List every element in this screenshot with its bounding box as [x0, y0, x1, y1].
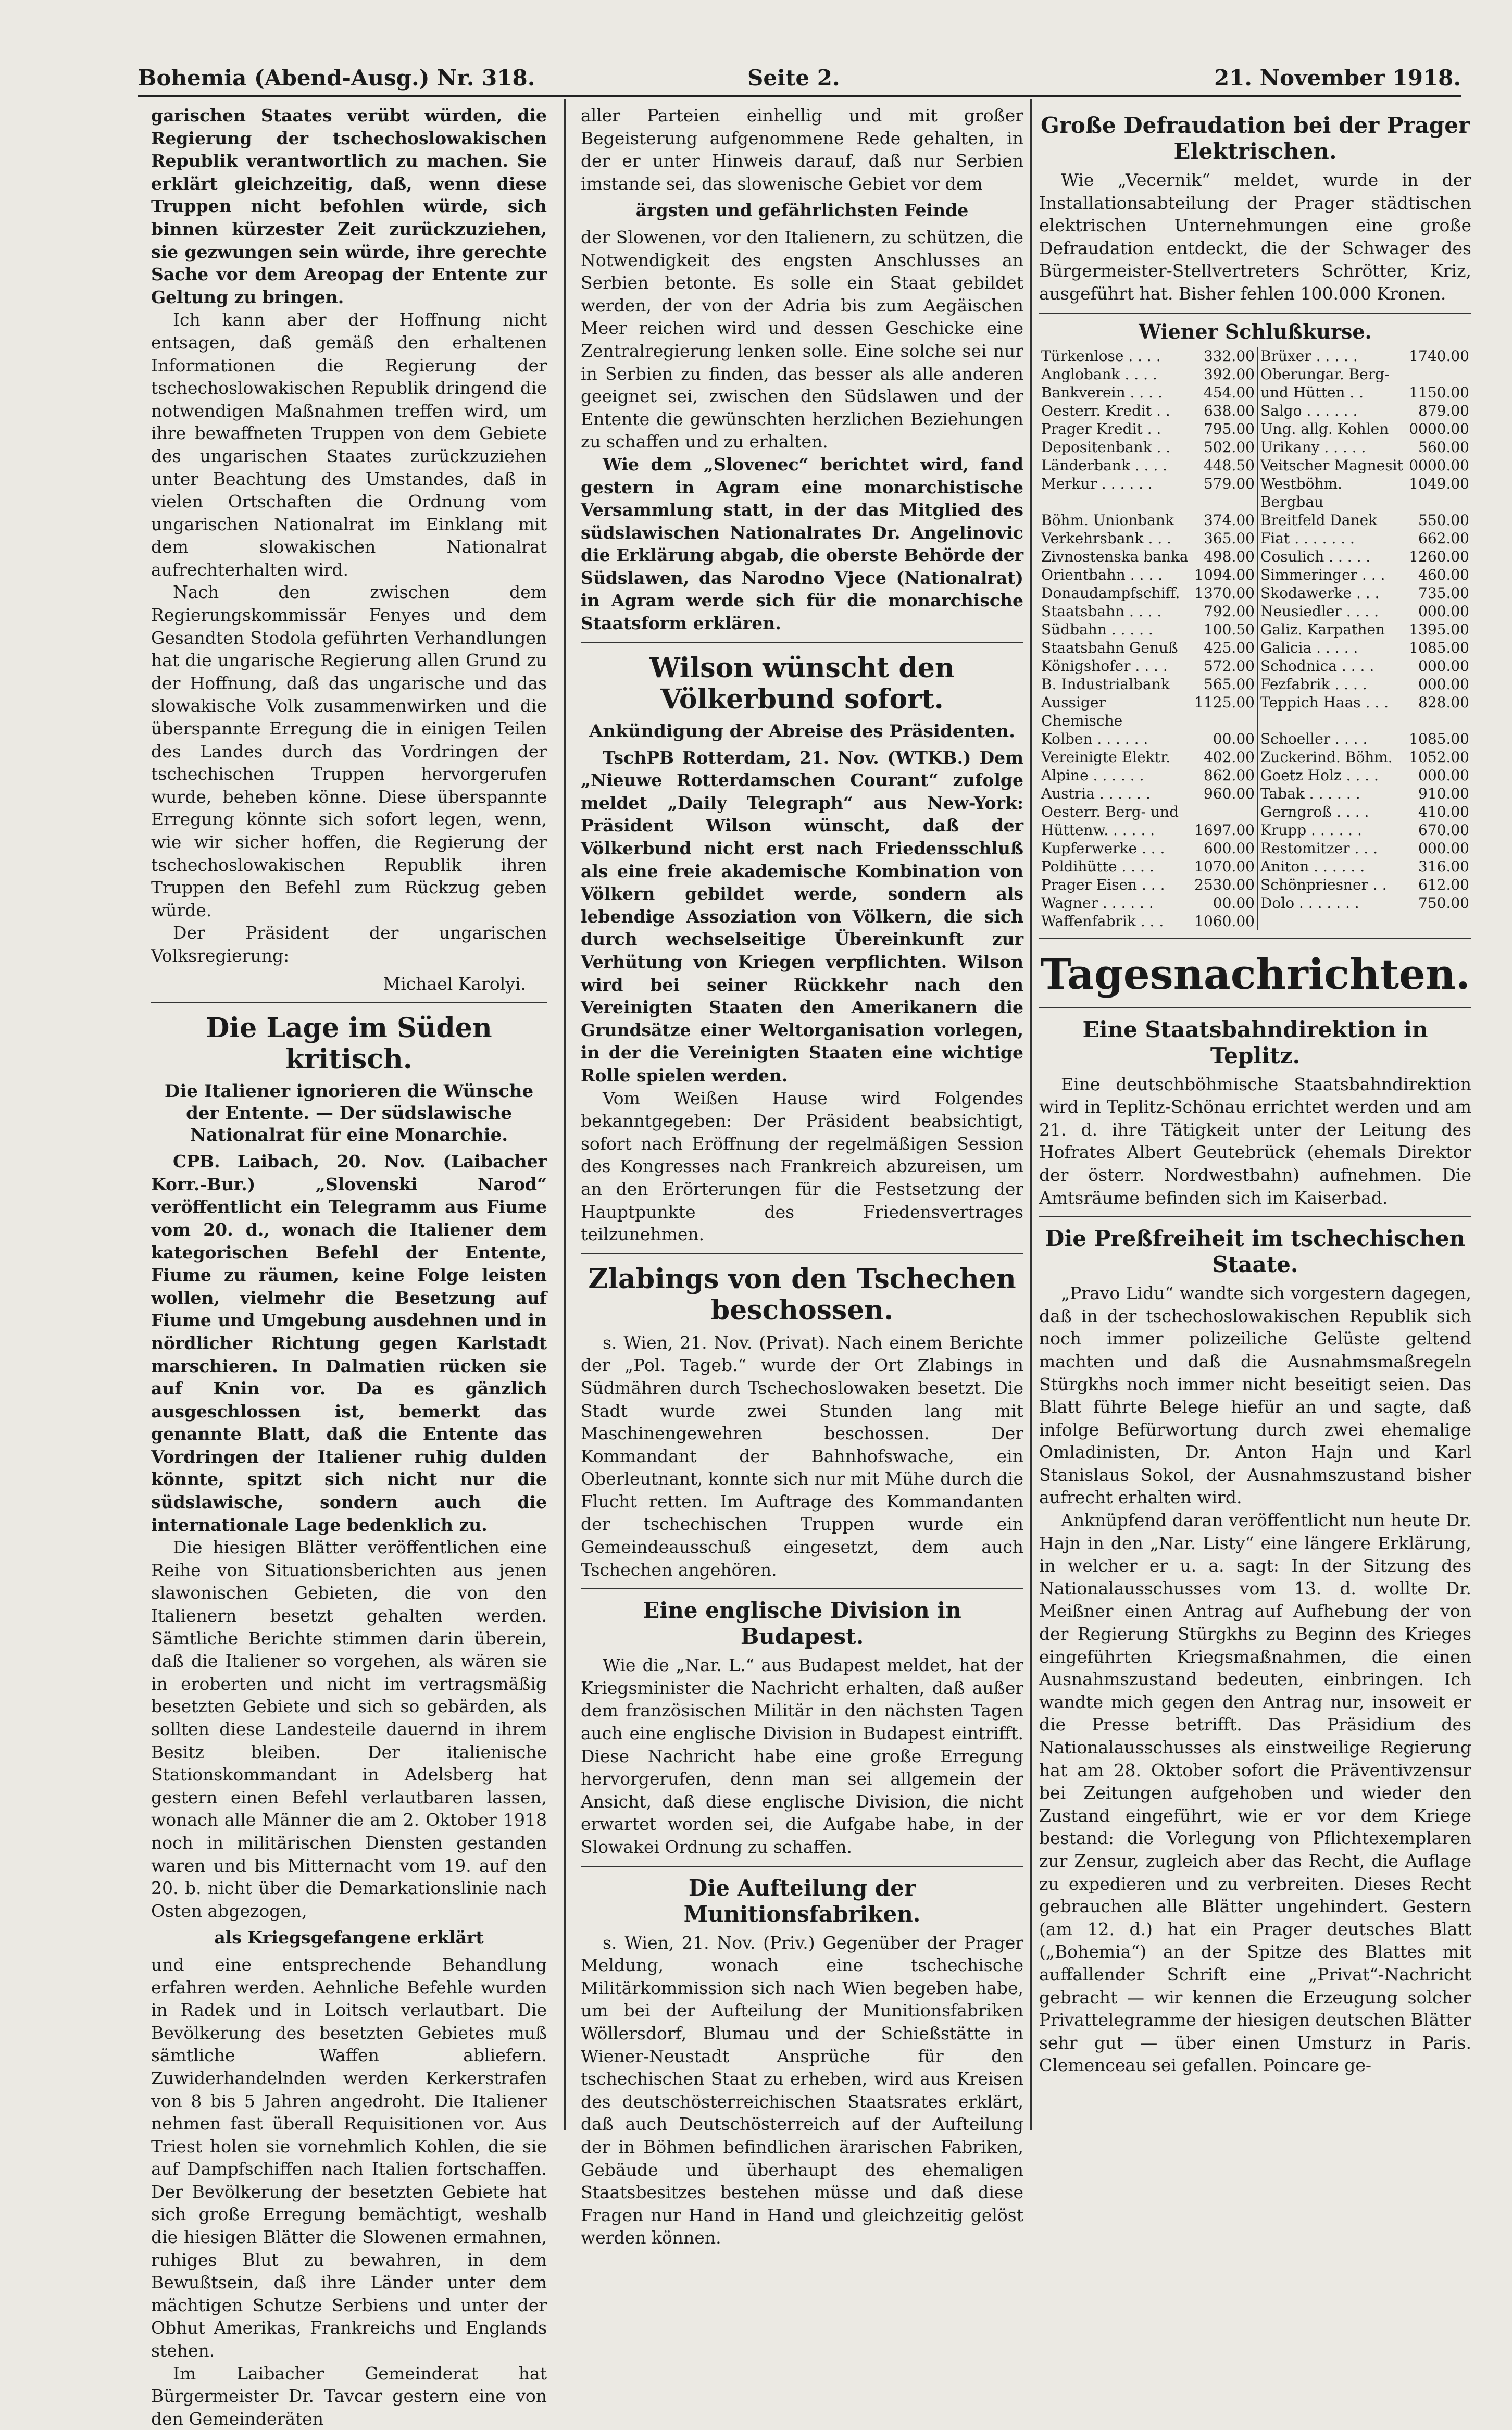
stock-price: 572.00	[1203, 657, 1255, 675]
article-paragraph: Die hiesigen Blätter veröffentlichen eine Reihe von Situationsberichten aus jenen slawonischen Gebieten, die von den Italienern besetzt gehalten werden. Sämtliche Berichte stimmen darin überein, daß die Italiener so vorgehen, als wären sie in eroberten und nicht im vertragsmäßig besetzten Gebiete und sich so gebärden, als sollten diese Landesteile dauernd in ihrem Besitz bleiben. Der italienische Stationskommandant in Adelsberg hat gestern einen Befehl verlautbaren lassen, wonach alle Männer die am 2. Oktober 1918 noch in militärischen Diensten gestanden waren und bis Mitternacht vom 19. auf den 20. b. nicht über die Demarkationslinie nach Osten abgezogen,	[151, 1537, 547, 1921]
column-2	[581, 104, 1023, 2248]
article-paragraph: Wie die „Nar. L.“ aus Budapest meldet, hat der Kriegsminister die Nachricht erhalten, daß außer dem französischen Militär in den nächsten Tagen auch eine englische Division in Budapest eintrifft. Diese Nachricht habe eine große Erregung hervorgerufen, denn man sei allgemein der Ansicht, daß diese englische Division, die nicht erwartet worden sei, die Aufgabe habe, in der Slowakei Ordnung zu schaffen.	[581, 1655, 1023, 1857]
stock-price: 0000.00	[1409, 456, 1469, 474]
headline-staatsbahn: Eine Staatsbahndirektion in Teplitz.	[1082, 1016, 1428, 1068]
stock-price	[1407, 365, 1471, 383]
stock-quote-row	[1039, 839, 1471, 857]
stock-name: Skodawerke . . .	[1257, 584, 1407, 602]
stock-name: Teppich Haas . . .	[1257, 693, 1407, 730]
stock-quote-row	[1039, 803, 1471, 821]
stock-price: 1697.00	[1194, 821, 1255, 839]
stock-price: 795.00	[1203, 420, 1255, 438]
header-date: 21. November 1918.	[1214, 65, 1461, 91]
article-paragraph: und eine entsprechende Behandlung erfahren werden. Aehnliche Befehle wurden in Radek und in Loitsch verlautbart. Die Bevölkerung des besetzten Gebietes muß sämtliche Waffen abliefern. Zuwiderhandelnden werden Kerkerstrafen von 8 bis 5 Jahren angedroht. Die Italiener nehmen fast überall Requisitionen vor. Aus Triest holen sie vornehmlich Kohlen, die sie auf Dampfschiffen nach Italien fortschaffen. Der Bevölkerung der besetzten Gebiete hat sich große Erregung bemächtigt, weshalb die hiesigen Blätter die Slowenen ermahnen, ruhiges Blut zu bewahren, in dem Bewußtsein, daß ihre Länder unter dem mächtigen Schutze Serbiens und unter der Obhut Amerikas, Frankreichs und Englands stehen.	[151, 1954, 547, 2361]
article-paragraph: TschPB Rotterdam, 21. Nov. (WTKB.) Dem „Nieuwe Rotterdamschen Courant“ zufolge meldet „Daily Telegraph“ aus New-York: Präsident Wilson wünscht, daß der Völkerbund nicht erst nach Friedensschluß als eine freie akademische Kombination von Völkern gebildet werde, sondern als lebendige Assoziation von Völkern, die sich durch wechselseitige Übereinkunft zur Verhütung von Kriegen verpflichten. Wilson wird bei seiner Rückkehr nach den Vereinigten Staaten den Amerikanern die Grundsätze einer Weltorganisation vorlegen, in der die Vereinigten Staaten eine wichtige Rolle spielen werden.	[581, 747, 1023, 1086]
stock-name: Galicia . . . . .	[1257, 639, 1407, 657]
stock-price: 454.00	[1203, 383, 1255, 401]
article-paragraph: garischen Staates verübt würden, die Regierung der tschechoslowakischen Republik verantwortlich zu machen. Sie erklärt gleichzeitig, daß, wenn diese Truppen nicht befohlen würde, sich binnen kürzester Zeit zurückzuziehen, sie gezwungen sein würde, ihre gerechte Sache vor dem Areopag der Entente zur Geltung zu bringen.	[151, 105, 547, 307]
stock-name: Urikany . . . . .	[1257, 438, 1407, 456]
article-paragraph: Anknüpfend daran veröffentlicht nun heute Dr. Hajn in den „Nar. Listy“ eine längere Erklärung, in welcher er u. a. sagt: In der Sitzung des Nationalausschusses vom 13. d. wollte Dr. Meißner einen Antrag auf Aufhebung der von der Regierung Stürgkhs zu Beginn des Krieges eingeführten Kriegsmaßnahmen, die einen Ausnahmszustand bedeuten, einbringen. Ich wandte mich gegen den Antrag nur, insoweit er die Presse betrifft. Das Präsidium des Nationalausschusses als einstweilige Regierung hat am 28. Oktober sofort die Präventivzensur bei Zeitungen aufgehoben und wieder den Zustand eingeführt, wie er vor dem Kriege bestand: die Vorlegung von Pflichtexemplaren zur Zensur, zugleich aber das Recht, die Auflage zu expedieren und zu verbreiten. Dieses Recht gebrauchen alle Blätter ungehindert. Gestern (am 12. d.) hat ein Prager deutsches Blatt („Bohemia“) an der Spitze des Blattes mit auffallender Schrift eine „Privat“-Nachricht gebracht — wir kennen die Erzeugung solcher Privattelegramme der hiesigen deutschen Blätter sehr gut — über einen Umsturz in Paris. Clemenceau sei gefallen. Poincare ge-	[1039, 1510, 1471, 2076]
stock-name: Neusiedler . . . .	[1257, 602, 1407, 620]
stock-name: Cosulich . . . . .	[1257, 547, 1407, 566]
stock-price: 862.00	[1203, 766, 1255, 784]
stock-name: Dolo . . . . . . .	[1257, 894, 1407, 912]
stock-name: Wagner . . . . . .	[1041, 894, 1154, 912]
stock-price: 460.00	[1418, 566, 1469, 583]
column-1	[151, 104, 547, 2429]
stock-name: Goetz Holz . . . .	[1257, 766, 1407, 784]
stock-name: B. Industrialbank	[1041, 675, 1170, 693]
headline-division: Eine englische Division in Budapest.	[643, 1598, 961, 1650]
stock-quote-row	[1039, 766, 1471, 784]
stock-price: 100.50	[1203, 620, 1255, 638]
stock-name: Kupferwerke . . .	[1041, 839, 1165, 857]
stock-price	[1407, 912, 1471, 930]
stock-name: Vereinigte Elektr.	[1041, 748, 1171, 766]
stock-price: 392.00	[1203, 365, 1255, 383]
stock-quote-row	[1039, 420, 1471, 438]
stock-price: 1060.00	[1194, 912, 1255, 930]
stock-quote-row	[1039, 584, 1471, 602]
stock-price: 1070.00	[1194, 857, 1255, 875]
article-paragraph: „Pravo Lidu“ wandte sich vorgestern dagegen, daß in der tschechoslowakischen Republik sich noch immer polizeiliche Gelüste geltend machten und daß die Ausnahmsmaßregeln Stürgkhs noch immer nicht beseitigt seien. Das Blatt führte Belege hiefür an und sagte, daß infolge Befürwortung durch zwei ehemalige Omladinisten, Dr. Anton Hajn und Karl Stanislaus Sokol, der Ausnahmszustand bisher aufrecht erhalten wird.	[1039, 1283, 1471, 1508]
stock-quote-row	[1039, 456, 1471, 475]
stock-price: 1395.00	[1409, 620, 1469, 638]
article-paragraph: s. Wien, 21. Nov. (Privat). Nach einem Berichte der „Pol. Tageb.“ wurde der Ort Zlabings in Südmähren durch Tschechoslowaken besetzt. Die Stadt wurde zwei Stunden lang mit Maschinengewehren beschossen. Der Kommandant der Bahnhofswache, ein Oberleutnant, konnte sich nur mit Mühe durch die Flucht retten. Im Auftrage des Kommandanten der tschechischen Truppen wurde ein Gemeindeausschuß eingesetzt, dem auch Tschechen angehören.	[581, 1332, 1023, 1580]
stock-price: 410.00	[1418, 803, 1469, 820]
stock-price: 00.00	[1213, 730, 1255, 747]
stock-name: Staatsbahn . . . .	[1041, 602, 1162, 620]
stock-name: Hüttenw. . . . . .	[1041, 821, 1155, 839]
stock-name: Simmeringer . . .	[1257, 566, 1407, 584]
stock-name: Breitfeld Danek	[1257, 511, 1407, 529]
article-separator	[1039, 313, 1471, 314]
stock-name: Tabak . . . . . .	[1257, 784, 1407, 803]
article-paragraph: Ich kann aber der Hoffnung nicht entsagen, daß gemäß den erhaltenen Informationen die Regierung der tschechoslowakischen Republik dringend die notwendigen Maßnahmen treffen wird, um ihre bewaffneten Truppen von dem Gebiete des ungarischen Staates zurückzuziehen unter Beachtung des Umstandes, daß in vielen Ortschaften die Ordnung vom ungarischen Nationalrat im Einklang mit dem slowakischen Nationalrat aufrechterhalten wird.	[151, 309, 547, 580]
stock-quote-row	[1039, 365, 1471, 383]
stock-quote-row	[1039, 821, 1471, 839]
article-paragraph: der Slowenen, vor den Italienern, zu schützen, die Notwendigkeit des engsten Anschlusses an Serbien betonte. Es solle ein Staat gebildet werden, der von der Adria bis zum Aegäischen Meer reichen wird und dessen Geschicke eine Zentralregierung lenken solle. Eine solche sei nur in Serbien zu finden, das besser als alle anderen geeignet sei, zwischen den Südslawen und der Entente die gewünschten herzlichen Beziehungen zu schaffen und zu erhalten.	[581, 227, 1023, 452]
headline-defraudation: Große Defraudation bei der Prager Elektrischen.	[1040, 113, 1470, 164]
stock-price: 750.00	[1418, 894, 1469, 912]
stock-name: Zuckerind. Böhm.	[1257, 748, 1407, 766]
article-separator	[1039, 1216, 1471, 1217]
stock-quote-row	[1039, 675, 1471, 693]
stock-name: Salgo . . . . . .	[1257, 402, 1407, 420]
signature: Michael Karolyi.	[383, 973, 526, 994]
stock-price: 828.00	[1418, 693, 1469, 711]
headline-kurse: Wiener Schlußkurse.	[1139, 319, 1372, 343]
stock-quote-row	[1039, 876, 1471, 894]
stock-name: Kolben . . . . . .	[1041, 730, 1148, 747]
headline-lage-sueden: Die Lage im Süden kritisch.	[206, 1012, 492, 1076]
column-rule-1	[564, 99, 566, 2130]
stock-name: Gerngroß . . . .	[1257, 803, 1407, 821]
article-paragraph: Im Laibacher Gemeinderat hat Bürgermeister Dr. Tavcar gestern eine von den Gemeinderäten	[151, 2363, 547, 2429]
stock-quote-row	[1039, 748, 1471, 766]
stock-price: 000.00	[1418, 766, 1469, 784]
stock-name: Schönpriesner . .	[1257, 876, 1407, 894]
stock-price: 960.00	[1203, 784, 1255, 802]
stock-price	[1192, 803, 1257, 821]
article-separator	[1039, 1007, 1471, 1008]
article-paragraph: Der Präsident der ungarischen Volksregierung:	[151, 923, 547, 966]
article-paragraph: Nach den zwischen dem Regierungskommissär Fenyes und dem Gesandten Stodola geführten Verhandlungen hat die ungarische Regierung allen Grund zu der Hoffnung, daß das ungarische und das slowakische Volk zusammenwirken und die überspannte Erregung die in einigen Teilen des Landes durch das Vordringen der tschechischen Truppen hervorgerufen wurde, beheben könne. Diese überspannte Erregung könnte sich sofort legen, wenn, wie wir sicher hoffen, die Regierung der tschechoslowakischen Republik ihren Truppen den Befehl zum Rückzug geben würde.	[151, 582, 547, 920]
stock-name: Anglobank . . . .	[1041, 365, 1157, 383]
stock-price: 316.00	[1418, 857, 1469, 875]
stock-name: Austria . . . . . .	[1041, 784, 1151, 802]
stock-quote-row	[1039, 511, 1471, 529]
stock-quote-row	[1039, 912, 1471, 930]
article-paragraph: aller Parteien einhellig und mit großer Begeisterung aufgenommene Rede gehalten, in der er unter Hinweis darauf, daß nur Serbien imstande sei, das slowenische Gebiet vor dem	[581, 105, 1023, 194]
headline-pressefreiheit: Die Preßfreiheit im tschechischen Staate.	[1045, 1226, 1466, 1278]
stock-price: 000.00	[1418, 839, 1469, 857]
stock-price: 502.00	[1203, 438, 1255, 456]
stock-quote-row	[1039, 730, 1471, 748]
stock-name: Königshofer . . . .	[1041, 657, 1168, 675]
stock-name: Fezfabrik . . . .	[1257, 675, 1407, 693]
article-paragraph: Wie „Vecernik“ meldet, wurde in der Installationsabteilung der Prager städtischen elektrischen Unternehmungen eine große Defraudation entdeckt, die der Schwager des Bürgermeister-Stellvertreters Schrötter, Kriz, ausgeführt hat. Bisher fehlen 100.000 Kronen.	[1039, 170, 1471, 304]
article-separator	[581, 1588, 1023, 1589]
stock-name: Prager Kredit . .	[1041, 420, 1161, 438]
stock-price: 365.00	[1203, 529, 1255, 547]
stock-name: Zivnostenska banka	[1041, 547, 1189, 565]
stock-name: Länderbank . . . .	[1041, 456, 1168, 474]
stock-quote-row	[1039, 894, 1471, 912]
article-separator	[1039, 938, 1471, 939]
stock-name	[1257, 912, 1407, 930]
stock-name: Aussiger Chemische	[1041, 693, 1123, 729]
subheadline-lage-sueden: Die Italiener ignorieren die Wünsche der Entente. — Der südslawische Nationalrat für eine Monarchie.	[164, 1081, 534, 1146]
stock-name: Böhm. Unionbank	[1041, 511, 1174, 529]
stock-price: 332.00	[1203, 347, 1255, 365]
stock-name: Brüxer . . . . .	[1257, 347, 1407, 365]
stock-name: Türkenlose . . . .	[1041, 347, 1161, 365]
stock-price: 550.00	[1418, 511, 1469, 529]
stock-quote-row	[1039, 383, 1471, 402]
headline-zlabings: Zlabings von den Tschechen beschossen.	[588, 1263, 1016, 1326]
header-rule	[138, 95, 1461, 97]
stock-name: Aniton . . . . . .	[1257, 857, 1407, 876]
header-masthead: Bohemia (Abend-Ausg.) Nr. 318.	[138, 65, 535, 91]
stock-name: Schoeller . . . .	[1257, 730, 1407, 748]
headline-wilson: Wilson wünscht den Völkerbund sofort.	[649, 652, 955, 715]
stock-price: 1049.00	[1409, 475, 1469, 492]
stock-name: Schodnica . . . .	[1257, 657, 1407, 675]
stock-quote-row	[1039, 529, 1471, 547]
stock-price: 579.00	[1203, 475, 1255, 492]
stock-price: 560.00	[1418, 438, 1469, 456]
stock-price: 612.00	[1418, 876, 1469, 893]
stock-name: Depositenbank . .	[1041, 438, 1171, 456]
stock-name: Bankverein . . . .	[1041, 383, 1163, 401]
stock-name: Krupp . . . . . .	[1257, 821, 1407, 839]
article-paragraph: Eine deutschböhmische Staatsbahndirektion wird in Teplitz-Schönau errichtet werden und am 21. d. ihre Tätigkeit unter der Leitung des Hofrates Albert Geutebrück (ehemals Direktor der österr. Nordwestbahn) aufnehmen. Die Amtsräume befinden sich im Kaiserbad.	[1039, 1074, 1471, 1208]
stock-quote-row	[1039, 475, 1471, 511]
stock-price: 792.00	[1203, 602, 1255, 620]
stock-quote-row	[1039, 347, 1471, 365]
stock-name: Verkehrsbank . . .	[1041, 529, 1171, 547]
stock-quote-row	[1039, 438, 1471, 456]
stock-quotes-table	[1039, 347, 1471, 930]
stock-name: Staatsbahn Genuß	[1041, 639, 1178, 656]
stock-name: Restomitzer . . .	[1257, 839, 1407, 857]
stock-name: Poldihütte . . . .	[1041, 857, 1154, 875]
stock-price: 0000.00	[1409, 420, 1469, 438]
stock-name: Veitscher Magnesit	[1257, 456, 1407, 475]
stock-name: Ung. allg. Kohlen	[1257, 420, 1407, 438]
stock-price: 1150.00	[1409, 383, 1469, 401]
article-paragraph: Vom Weißen Hause wird Folgendes bekanntgegeben: Der Präsident beabsichtigt, sofort nach Eröffnung der regelmäßigen Session des Kongresses nach Frankreich abzureisen, um an den Erörterungen für die Festsetzung der Hauptpunkte des Friedensvertrages teilzunehmen.	[581, 1088, 1023, 1245]
stock-name: Donaudampfschiff.	[1041, 584, 1180, 602]
stock-price: 1125.00	[1194, 693, 1255, 711]
centered-line: als Kriegsgefangene erklärt	[214, 1927, 484, 1948]
stock-price: 1370.00	[1194, 584, 1255, 602]
stock-price: 374.00	[1203, 511, 1255, 529]
stock-price: 1260.00	[1409, 547, 1469, 565]
header-page-number: Seite 2.	[747, 65, 840, 91]
page-header	[138, 60, 1461, 96]
column-3	[1039, 104, 1471, 2125]
stock-price: 1094.00	[1194, 566, 1255, 583]
article-separator	[581, 1253, 1023, 1254]
stock-name: Oesterr. Kredit . .	[1041, 402, 1170, 419]
column-rule-2	[1030, 99, 1032, 2130]
stock-price: 2530.00	[1194, 876, 1255, 893]
stock-price: 448.50	[1203, 456, 1255, 474]
article-paragraph: CPB. Laibach, 20. Nov. (Laibacher Korr.-Bur.) „Slovenski Narod“ veröffentlicht ein Telegramm aus Fiume vom 20. d., wonach die Italiener dem kategorischen Befehl der Entente, Fiume zu räumen, keine Folge leisten wollen, vielmehr die Besetzung auf Fiume und Umgebung ausdehnen und in nördlicher Richtung gegen Karlstadt marschieren. In Dalmatien rücken sie auf Knin vor. Da es gänzlich ausgeschlossen ist, bemerkt das genannte Blatt, daß die Entente das Vordringen der Italiener ruhig dulden könnte, spitzt sich nicht nur die südslawische, sondern auch die internationale Lage bedenklich zu.	[151, 1151, 547, 1535]
stock-price: 000.00	[1418, 602, 1469, 620]
stock-price: 00.00	[1213, 894, 1255, 912]
stock-quote-row	[1039, 657, 1471, 675]
stock-name: Orientbahn . . . .	[1041, 566, 1163, 583]
stock-price: 638.00	[1203, 402, 1255, 419]
stock-price: 000.00	[1418, 675, 1469, 693]
stock-name: Waffenfabrik . . .	[1041, 912, 1164, 930]
stock-price: 1740.00	[1409, 347, 1469, 365]
headline-munition: Die Aufteilung der Munitionsfabriken.	[683, 1875, 921, 1927]
stock-price: 670.00	[1418, 821, 1469, 839]
stock-quote-row	[1039, 620, 1471, 639]
article-separator	[151, 1002, 547, 1003]
stock-quote-row	[1039, 547, 1471, 566]
stock-quote-row	[1039, 602, 1471, 620]
stock-price: 879.00	[1418, 402, 1469, 419]
stock-price: 600.00	[1203, 839, 1255, 857]
stock-price: 565.00	[1203, 675, 1255, 693]
stock-quote-row	[1039, 857, 1471, 876]
stock-price: 735.00	[1418, 584, 1469, 602]
article-paragraph: Wie dem „Slovenec“ berichtet wird, fand gestern in Agram eine monarchistische Versammlung statt, in der das Mitglied des südslawischen Nationalrates Dr. Angelinovic die Erklärung abgab, die oberste Behörde der Südslawen, das Narodno Vjece (Nationalrat) in Agram werde sich für die monarchische Staatsform erklären.	[581, 454, 1023, 634]
stock-price: 1052.00	[1409, 748, 1469, 766]
stock-name: Prager Eisen . . .	[1041, 876, 1165, 893]
stock-price: 910.00	[1418, 784, 1469, 802]
stock-price: 425.00	[1203, 639, 1255, 656]
stock-price: 402.00	[1203, 748, 1255, 766]
stock-name: Galiz. Karpathen	[1257, 620, 1407, 639]
section-title-tagesnachrichten: Tagesnachrichten.	[1040, 949, 1470, 999]
stock-quote-row	[1039, 402, 1471, 420]
article-paragraph: s. Wien, 21. Nov. (Priv.) Gegenüber der Prager Meldung, wonach eine tschechische Militärkommission sich nach Wien begeben habe, um bei der Aufteilung der Munitionsfabriken Wöllersdorf, Blumau und der Schießstätte in Wiener-Neustadt Ansprüche für den tschechischen Staat zu erheben, wird aus Kreisen des deutschösterreichischen Staatsrates erklärt, daß auch Deutschösterreich auf der Aufteilung der in Böhmen befindlichen ärarischen Fabriken, Gebäude und überhaupt des ehemaligen Staatsbesitzes bestehen müsse und daß diese Fragen nur Hand in Hand und gleichzeitig gelöst werden können.	[581, 1932, 1023, 2248]
stock-name: Fiat . . . . . . .	[1257, 529, 1407, 547]
stock-name: und Hütten . .	[1257, 383, 1407, 402]
stock-name: Oesterr. Berg- und	[1041, 803, 1179, 820]
stock-quote-row	[1039, 566, 1471, 584]
stock-name: Südbahn . . . . .	[1041, 620, 1153, 638]
centered-line: ärgsten und gefährlichsten Feinde	[635, 200, 969, 221]
stock-price: 498.00	[1203, 547, 1255, 565]
stock-quote-row	[1039, 639, 1471, 657]
stock-price: 000.00	[1418, 657, 1469, 675]
stock-name: Alpine . . . . . .	[1041, 766, 1144, 784]
article-separator	[581, 642, 1023, 643]
stock-price: 1085.00	[1409, 730, 1469, 747]
stock-price: 662.00	[1418, 529, 1469, 547]
stock-name: Oberungar. Berg-	[1257, 365, 1407, 383]
subheadline-wilson: Ankündigung der Abreise des Präsidenten.	[589, 720, 1015, 742]
stock-name: Merkur . . . . . .	[1041, 475, 1153, 492]
stock-price: 1085.00	[1409, 639, 1469, 656]
stock-quote-row	[1039, 693, 1471, 730]
stock-name: Westböhm. Bergbau	[1257, 475, 1407, 511]
stock-quote-row	[1039, 784, 1471, 803]
article-separator	[581, 1866, 1023, 1867]
